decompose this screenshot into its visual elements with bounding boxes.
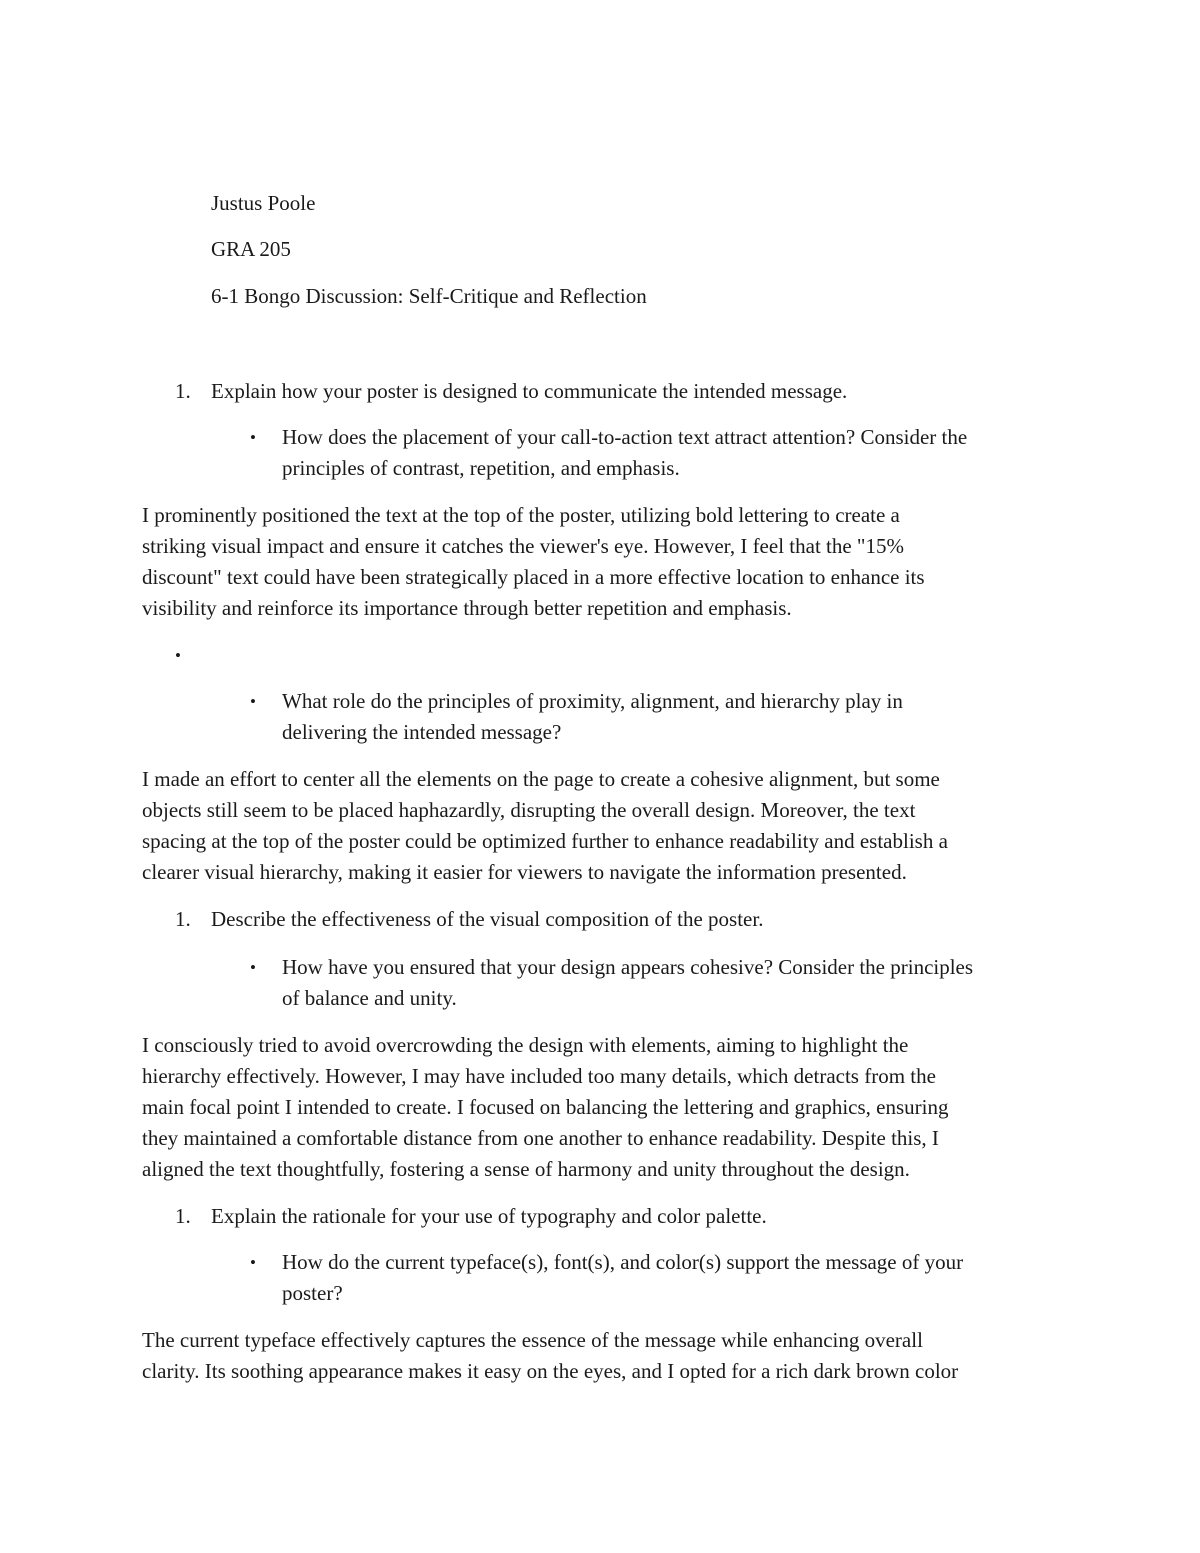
bullet-marker: •	[250, 692, 256, 711]
answer-line: objects still seem to be placed haphazardly, disrupting the overall design. Moreover, the text	[142, 798, 916, 822]
list-number: 1.	[175, 907, 191, 931]
assignment-title: 6-1 Bongo Discussion: Self-Critique and Reflection	[211, 284, 647, 308]
list-number: 1.	[175, 379, 191, 403]
sub-question-line: How do the current typeface(s), font(s), and color(s) support the message of your	[282, 1250, 964, 1274]
answer-line: The current typeface effectively captures the essence of the message while enhancing overall	[142, 1328, 923, 1352]
answer-line: I made an effort to center all the elements on the page to create a cohesive alignment, but some	[142, 767, 940, 791]
answer-line: I prominently positioned the text at the top of the poster, utilizing bold lettering to create a	[142, 503, 900, 527]
sub-question-line: What role do the principles of proximity, alignment, and hierarchy play in	[282, 689, 903, 713]
sub-question-1b	[282, 686, 1082, 748]
bullet-marker: •	[250, 428, 256, 447]
answer-2a	[142, 1030, 1057, 1185]
empty-bullet-marker: •	[175, 646, 181, 665]
sub-question-line: How have you ensured that your design appears cohesive? Consider the principles	[282, 955, 974, 979]
answer-3a	[142, 1325, 1057, 1387]
question-1: Explain how your poster is designed to communicate the intended message.	[211, 379, 848, 403]
answer-line: aligned the text thoughtfully, fostering a sense of harmony and unity throughout the design.	[142, 1157, 910, 1181]
bullet-marker: •	[250, 1253, 256, 1272]
question-2: Describe the effectiveness of the visual composition of the poster.	[211, 907, 764, 931]
sub-question-2a	[282, 952, 1082, 1014]
answer-line: I consciously tried to avoid overcrowding the design with elements, aiming to highlight the	[142, 1033, 909, 1057]
answer-line: visibility and reinforce its importance through better repetition and emphasis.	[142, 596, 792, 620]
sub-question-1a	[282, 422, 1082, 484]
answer-line: hierarchy effectively. However, I may have included too many details, which detracts from the	[142, 1064, 936, 1088]
answer-line: striking visual impact and ensure it catches the viewer's eye. However, I feel that the "15%	[142, 534, 904, 558]
list-number: 1.	[175, 1204, 191, 1228]
sub-question-line: poster?	[282, 1281, 343, 1305]
course-code: GRA 205	[211, 237, 291, 261]
answer-line: clearer visual hierarchy, making it easier for viewers to navigate the information presented.	[142, 860, 907, 884]
sub-question-3a	[282, 1247, 1082, 1309]
sub-question-line: of balance and unity.	[282, 986, 457, 1010]
answer-1a	[142, 500, 1057, 624]
sub-question-line: principles of contrast, repetition, and emphasis.	[282, 456, 680, 480]
answer-line: discount" text could have been strategically placed in a more effective location to enhance its	[142, 565, 925, 589]
sub-question-line: How does the placement of your call-to-action text attract attention? Consider the	[282, 425, 968, 449]
question-3: Explain the rationale for your use of typography and color palette.	[211, 1204, 767, 1228]
bullet-marker: •	[250, 958, 256, 977]
answer-line: clarity. Its soothing appearance makes it easy on the eyes, and I opted for a rich dark brown color	[142, 1359, 959, 1383]
author-name: Justus Poole	[211, 191, 316, 215]
answer-line: spacing at the top of the poster could be optimized further to enhance readability and establish a	[142, 829, 948, 853]
answer-1b	[142, 764, 1057, 888]
answer-line: they maintained a comfortable distance from one another to enhance readability. Despite this, I	[142, 1126, 939, 1150]
sub-question-line: delivering the intended message?	[282, 720, 562, 744]
answer-line: main focal point I intended to create. I focused on balancing the lettering and graphics, ensuring	[142, 1095, 949, 1119]
